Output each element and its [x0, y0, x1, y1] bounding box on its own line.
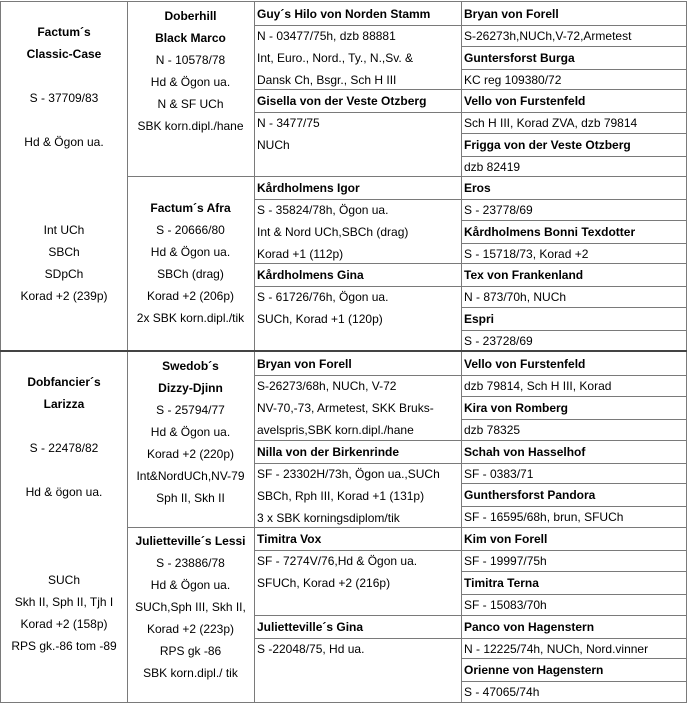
row-divider	[127, 176, 687, 177]
parent-cell	[1, 352, 127, 702]
row-divider	[461, 46, 687, 47]
dog-info: RPS gk -86	[159, 644, 222, 658]
name-underline	[254, 25, 461, 26]
dog-name: Dobfancier´s	[27, 375, 101, 389]
row-divider	[461, 396, 687, 397]
name-underline	[254, 550, 461, 551]
great-great-grandparent-cell	[461, 307, 686, 351]
dog-info: SUCh	[47, 573, 80, 587]
dog-name: Doberhill	[164, 9, 217, 23]
dog-info: N & SF UCh	[157, 97, 224, 111]
dog-info: SBCh, Rph III, Korad +1 (131p)	[257, 488, 425, 503]
dog-name: Kårdholmens Gina	[257, 268, 364, 282]
dog-info: Korad +2 (239p)	[20, 289, 108, 303]
dog-name: Vello von Furstenfeld	[464, 94, 586, 108]
dog-info: SF - 19997/75h	[464, 554, 547, 568]
dog-info: N - 03477/75h, dzb 88881	[257, 29, 396, 43]
great-grandparent-cell	[254, 615, 461, 703]
name-underline	[254, 375, 461, 376]
dog-name: Gunthersforst Pandora	[464, 488, 596, 503]
dog-name: Larizza	[43, 397, 85, 411]
dog-info: Sch H III, Korad ZVA, dzb 79814	[464, 116, 638, 130]
dog-name: Kim von Forell	[464, 532, 548, 546]
dog-info: SF - 15083/70h	[464, 597, 547, 612]
dog-info: SDpCh	[44, 267, 84, 281]
grandparent-cell	[127, 352, 254, 527]
dog-name: Bryan von Forell	[257, 357, 352, 371]
dog-info: S - 20666/80	[156, 223, 225, 237]
dog-info: Int & Nord UCh,SBCh (drag)	[257, 225, 409, 239]
dog-name: Julietteville´s Gina	[257, 619, 364, 634]
dog-name: Guy´s Hilo von Norden Stamm	[257, 7, 431, 21]
great-great-grandparent-cell	[461, 176, 686, 220]
dog-info: SBK korn.dipl./ tik	[143, 666, 238, 680]
great-grandparent-cell	[254, 263, 461, 350]
name-underline	[461, 506, 687, 507]
row-divider	[461, 220, 687, 221]
great-great-grandparent-cell	[461, 2, 686, 46]
name-underline	[461, 463, 687, 464]
grandparent-cell	[127, 527, 254, 702]
great-great-grandparent-cell	[461, 440, 686, 484]
name-underline	[461, 286, 687, 287]
row-divider	[461, 483, 687, 484]
row-divider	[127, 527, 687, 528]
name-underline	[461, 69, 687, 70]
dog-name: Black Marco	[155, 31, 226, 45]
dog-name: Timitra Vox	[257, 532, 322, 546]
dog-info: dzb 78325	[464, 422, 521, 437]
parent-cell	[1, 2, 127, 350]
dog-name: Bryan von Forell	[464, 7, 559, 21]
name-underline	[254, 286, 461, 287]
great-great-grandparent-cell	[461, 571, 686, 615]
dog-info: Korad +2 (223p)	[146, 622, 235, 636]
name-underline	[461, 25, 687, 26]
name-underline	[254, 638, 461, 639]
dog-info: S - 37709/83	[29, 91, 99, 105]
dog-info: S - 25794/77	[156, 403, 225, 417]
great-grandparent-cell	[254, 352, 461, 440]
dog-name: Kårdholmens Bonni Texdotter	[464, 224, 636, 239]
row-divider	[254, 615, 687, 616]
name-underline	[461, 199, 687, 200]
dog-name: Dizzy-Djinn	[158, 381, 223, 395]
dog-info: Hd & Ögon ua.	[24, 135, 104, 149]
dog-info: dzb 82419	[464, 159, 521, 174]
great-grandparent-cell	[254, 440, 461, 528]
dog-info: Korad +2 (206p)	[146, 289, 235, 303]
dog-name: Guntersforst Burga	[464, 50, 575, 65]
dog-info: S - 35824/78h, Ögon ua.	[257, 203, 389, 217]
dog-info: S - 23728/69	[464, 333, 533, 348]
great-grandparent-cell	[254, 527, 461, 615]
great-great-grandparent-cell	[461, 263, 686, 307]
dog-info: Hd & Ögon ua.	[150, 75, 231, 89]
dog-info: S - 23886/78	[156, 556, 225, 570]
dog-info: S -22048/75, Hd ua.	[257, 641, 365, 656]
dog-info: SF - 7274V/76,Hd & Ögon ua.	[257, 554, 418, 568]
row-divider	[461, 658, 687, 659]
dog-info: Korad +2 (220p)	[146, 447, 235, 461]
great-grandparent-cell	[254, 176, 461, 263]
great-great-grandparent-cell	[461, 89, 686, 133]
dog-name: Vello von Furstenfeld	[464, 357, 586, 371]
dog-name: Eros	[464, 181, 491, 195]
dog-name: Swedob´s	[162, 359, 219, 373]
dog-info: S - 23778/69	[464, 203, 533, 217]
name-underline	[461, 550, 687, 551]
great-great-grandparent-cell	[461, 527, 686, 571]
dog-info: NUCh	[257, 138, 290, 152]
dog-info: SBCh	[48, 245, 80, 259]
dog-info: SFUCh, Korad +2 (216p)	[257, 576, 391, 590]
dog-name: Gisella von der Veste Otzberg	[257, 94, 427, 108]
dog-name: Factum´s Afra	[150, 201, 231, 215]
great-great-grandparent-cell	[461, 220, 686, 264]
dog-info: SBK korn.dipl./hane	[137, 119, 244, 133]
dog-name: Classic-Case	[26, 47, 102, 61]
dog-info: Hd & ögon ua.	[25, 485, 103, 499]
dog-name: Kira von Romberg	[464, 400, 569, 415]
dog-name: Nilla von der Birkenrinde	[257, 444, 400, 459]
row-divider	[461, 571, 687, 572]
name-underline	[461, 330, 687, 331]
dog-name: Julietteville´s Lessi	[135, 534, 246, 548]
great-great-grandparent-cell	[461, 46, 686, 90]
dog-info: N - 12225/74h, NUCh, Nord.vinner	[464, 641, 649, 656]
grandparent-cell	[127, 176, 254, 350]
name-underline	[254, 112, 461, 113]
dog-info: KC reg 109380/72	[464, 72, 562, 87]
dog-info: SF - 0383/71	[464, 466, 534, 481]
name-underline	[461, 375, 687, 376]
dog-info: Sph II, Skh II	[156, 491, 225, 505]
dog-info: Dansk Ch, Bsgr., Sch H III	[257, 73, 397, 87]
dog-info: SF - 16595/68h, brun, SFUCh	[464, 510, 624, 525]
dog-name: Espri	[464, 311, 495, 326]
dog-info: Int, Euro., Nord., Ty., N.,Sv. &	[257, 51, 414, 65]
great-great-grandparent-cell	[461, 396, 686, 440]
row-divider	[254, 440, 687, 441]
dog-info: avelspris,SBK korn.dipl./hane	[257, 423, 414, 437]
name-underline	[254, 199, 461, 200]
dog-info: Korad +1 (112p)	[257, 247, 344, 261]
dog-info: SF - 23302H/73h, Ögon ua.,SUCh	[257, 466, 440, 481]
dog-info: N - 3477/75	[257, 116, 320, 130]
dog-name: Factum´s	[37, 25, 91, 39]
name-underline	[461, 681, 687, 682]
dog-info: 3 x SBK korningsdiplom/tik	[257, 510, 400, 525]
dog-name: Panco von Hagenstern	[464, 619, 595, 634]
name-underline	[461, 112, 687, 113]
dog-name: Schah von Hasselhof	[464, 444, 586, 459]
row-divider	[461, 307, 687, 308]
row-divider	[254, 89, 687, 90]
dog-info: SBCh (drag)	[157, 267, 224, 281]
dog-info: S - 61726/76h, Ögon ua.	[257, 290, 389, 304]
dog-name: Frigga von der Veste Otzberg	[464, 137, 631, 152]
great-great-grandparent-cell	[461, 352, 686, 396]
dog-info: Skh II, Sph II, Tjh I	[14, 595, 114, 609]
name-underline	[461, 156, 687, 157]
great-grandparent-cell	[254, 2, 461, 89]
dog-name: Tex von Frankenland	[464, 268, 584, 282]
name-underline	[254, 463, 461, 464]
dog-info: SUCh, Korad +1 (120p)	[257, 312, 383, 326]
dog-info: Int&NordUCh,NV-79	[136, 469, 245, 483]
dog-info: S-26273h,NUCh,V-72,Armetest	[464, 29, 632, 43]
dog-info: 2x SBK korn.dipl./tik	[136, 311, 245, 325]
great-great-grandparent-cell	[461, 133, 686, 177]
row-divider	[461, 133, 687, 134]
dog-name: Kårdholmens Igor	[257, 181, 360, 195]
dog-info: RPS gk.-86 tom -89	[11, 639, 117, 653]
dog-info: Hd & Ögon ua.	[150, 245, 231, 259]
dog-name: Orienne von Hagenstern	[464, 663, 604, 678]
dog-info: dzb 79814, Sch H III, Korad	[464, 379, 612, 393]
great-grandparent-cell	[254, 89, 461, 176]
half-separator	[0, 350, 687, 352]
name-underline	[461, 594, 687, 595]
dog-info: Hd & Ögon ua.	[150, 578, 231, 592]
row-divider	[254, 263, 687, 264]
dog-info: N - 873/70h, NUCh	[464, 290, 567, 304]
dog-info: SUCh,Sph III, Skh II,	[135, 600, 246, 614]
dog-info: Hd & Ögon ua.	[150, 425, 231, 439]
dog-info: Korad +2 (158p)	[20, 617, 108, 631]
dog-info: S - 47065/74h	[464, 685, 540, 700]
dog-info: Int UCh	[43, 223, 85, 237]
name-underline	[461, 419, 687, 420]
grandparent-cell	[127, 2, 254, 176]
dog-info: S - 22478/82	[29, 441, 99, 455]
dog-info: N - 10578/78	[155, 53, 226, 67]
dog-info: S-26273/68h, NUCh, V-72	[257, 379, 397, 393]
great-great-grandparent-cell	[461, 615, 686, 659]
name-underline	[461, 638, 687, 639]
dog-name: Timitra Terna	[464, 575, 539, 590]
name-underline	[461, 243, 687, 244]
dog-info: S - 15718/73, Korad +2	[464, 246, 589, 261]
dog-info: NV-70,-73, Armetest, SKK Bruks-	[257, 401, 434, 415]
